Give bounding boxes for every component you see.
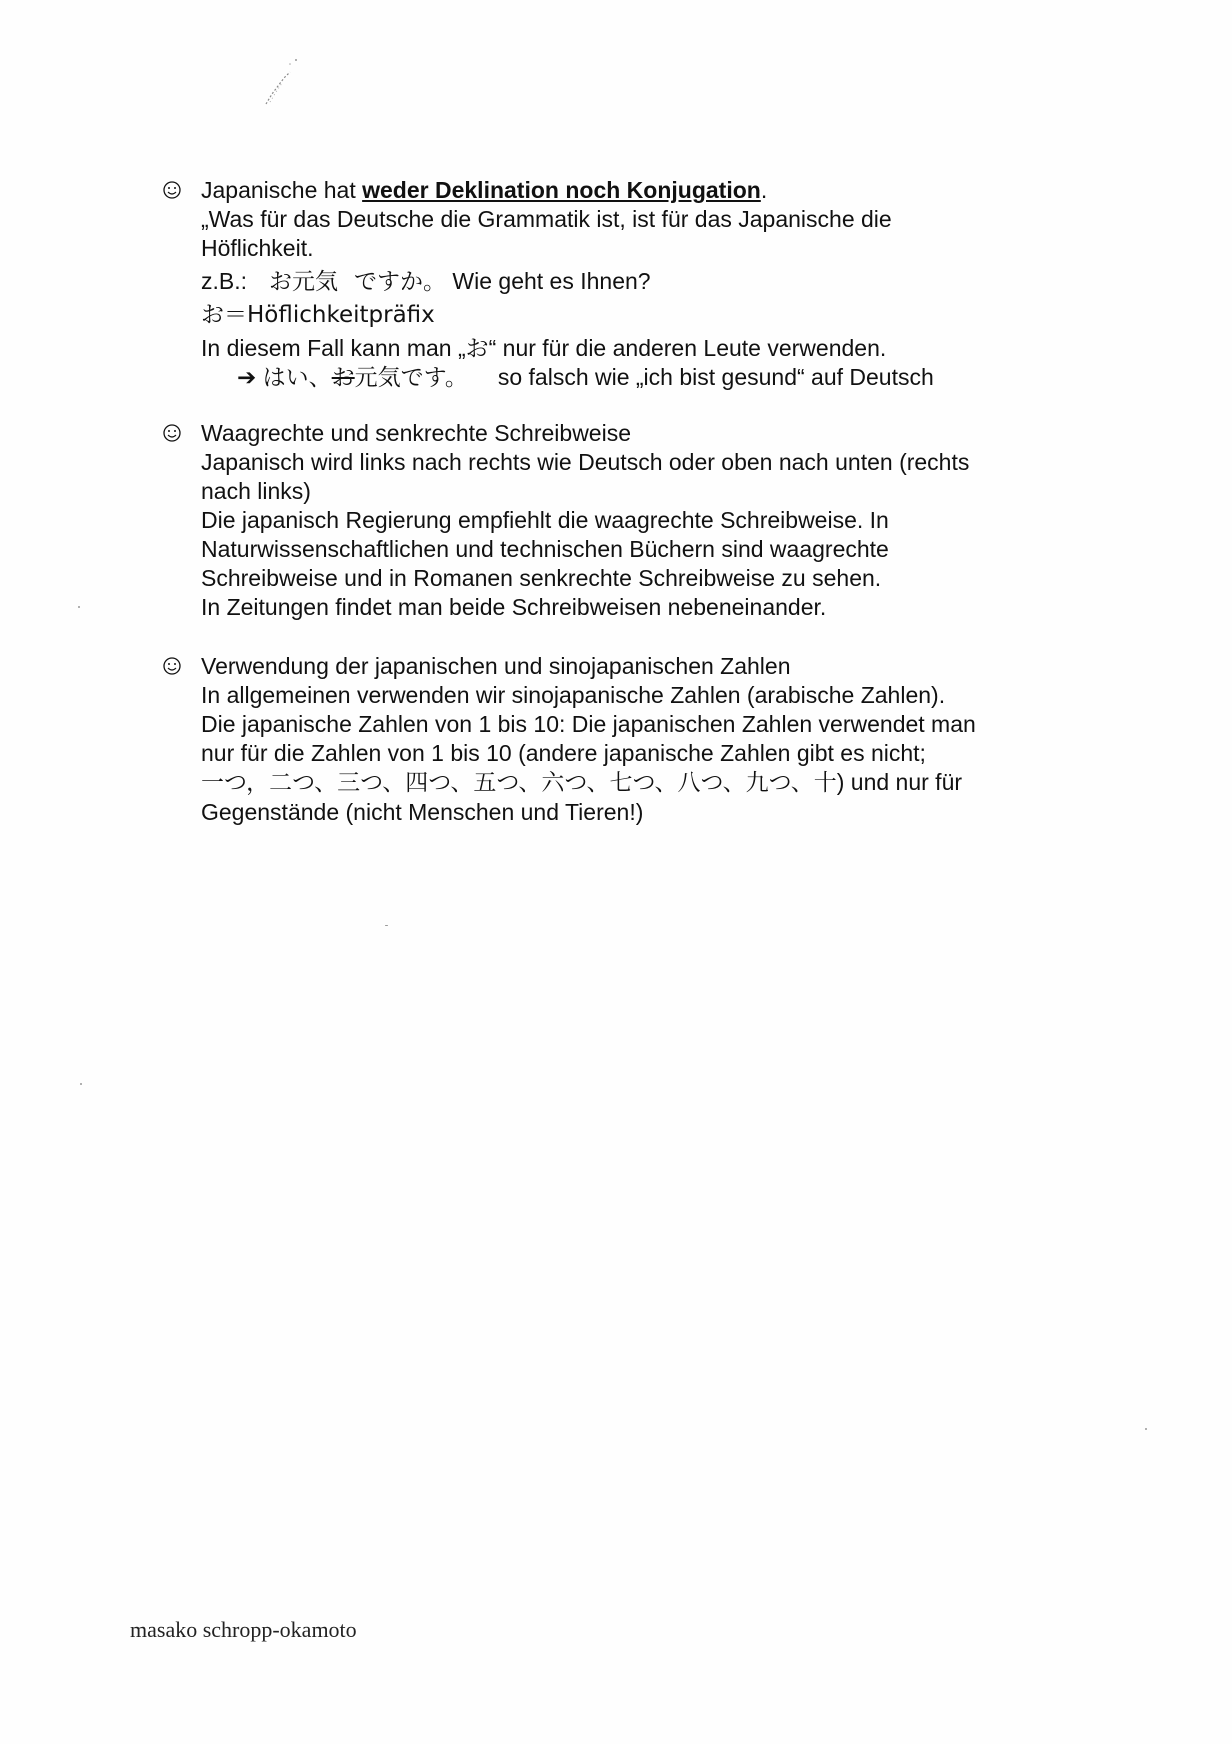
- example-line: z.B.: お元気 ですか。 Wie geht es Ihnen?: [201, 268, 651, 295]
- section-grammar-content: [201, 176, 1061, 393]
- scan-speck: [1145, 1428, 1147, 1430]
- wrong-example-line: ➔ はい、お元気です。 so falsch wie „ich bist gesund“ auf Deutsch: [237, 364, 934, 391]
- paragraph-line: nur für die Zahlen von 1 bis 10 (andere japanische Zahlen gibt es nicht;: [201, 740, 926, 766]
- paragraph-line: In Zeitungen findet man beide Schreibweisen nebeneinander.: [201, 594, 827, 620]
- paragraph-line: Gegenstände (nicht Menschen und Tieren!): [201, 799, 644, 825]
- quote-line: Höflichkeit.: [201, 235, 314, 261]
- smiley-icon: [162, 656, 182, 676]
- arrow-icon: ➔: [237, 364, 257, 390]
- paragraph-line: Japanisch wird links nach rechts wie Deutsch oder oben nach unten (rechts: [201, 449, 970, 475]
- paragraph-line: nach links): [201, 478, 311, 504]
- paragraph-line: Schreibweise und in Romanen senkrechte Schreibweise zu sehen.: [201, 565, 882, 591]
- japanese-numbers: 一つ，二つ、三つ、四つ、五つ、六つ、七つ、八つ、九つ、十: [201, 770, 837, 796]
- emphasis-text: weder Deklination noch Konjugation: [362, 177, 761, 203]
- section-heading: Verwendung der japanischen und sinojapanischen Zahlen: [201, 653, 791, 679]
- numbers-line: 一つ，二つ、三つ、四つ、五つ、六つ、七つ、八つ、九つ、十) und nur für: [201, 769, 963, 796]
- usage-note: In diesem Fall kann man „お“ nur für die anderen Leute verwenden.: [201, 335, 887, 361]
- struck-prefix: お: [331, 365, 355, 391]
- author-footer: masako schropp-okamoto: [130, 1617, 357, 1642]
- smiley-icon: [162, 423, 182, 443]
- scan-artifact: [262, 50, 302, 110]
- prefix-definition: お＝Höflichkeitpräfix: [201, 302, 435, 328]
- paragraph-line: Die japanisch Regierung empfiehlt die waagrechte Schreibweise. In: [201, 507, 889, 533]
- scan-speck: [385, 925, 388, 926]
- paragraph-line: Naturwissenschaftlichen und technischen Büchern sind waagrechte: [201, 536, 889, 562]
- section-numbers-content: [201, 652, 1061, 827]
- quote-line: „Was für das Deutsche die Grammatik ist, ist für das Japanische die: [201, 206, 892, 232]
- paragraph-line: In allgemeinen verwenden wir sinojapanische Zahlen (arabische Zahlen).: [201, 682, 946, 708]
- section-writing-content: [201, 419, 1061, 622]
- scan-speck: [80, 1083, 82, 1085]
- smiley-icon: [162, 180, 182, 200]
- section-heading: Waagrechte und senkrechte Schreibweise: [201, 420, 631, 446]
- scan-speck: [78, 606, 80, 608]
- grammar-heading: Japanische hat weder Deklination noch Konjugation.: [201, 177, 768, 203]
- paragraph-line: Die japanische Zahlen von 1 bis 10: Die japanischen Zahlen verwendet man: [201, 711, 976, 737]
